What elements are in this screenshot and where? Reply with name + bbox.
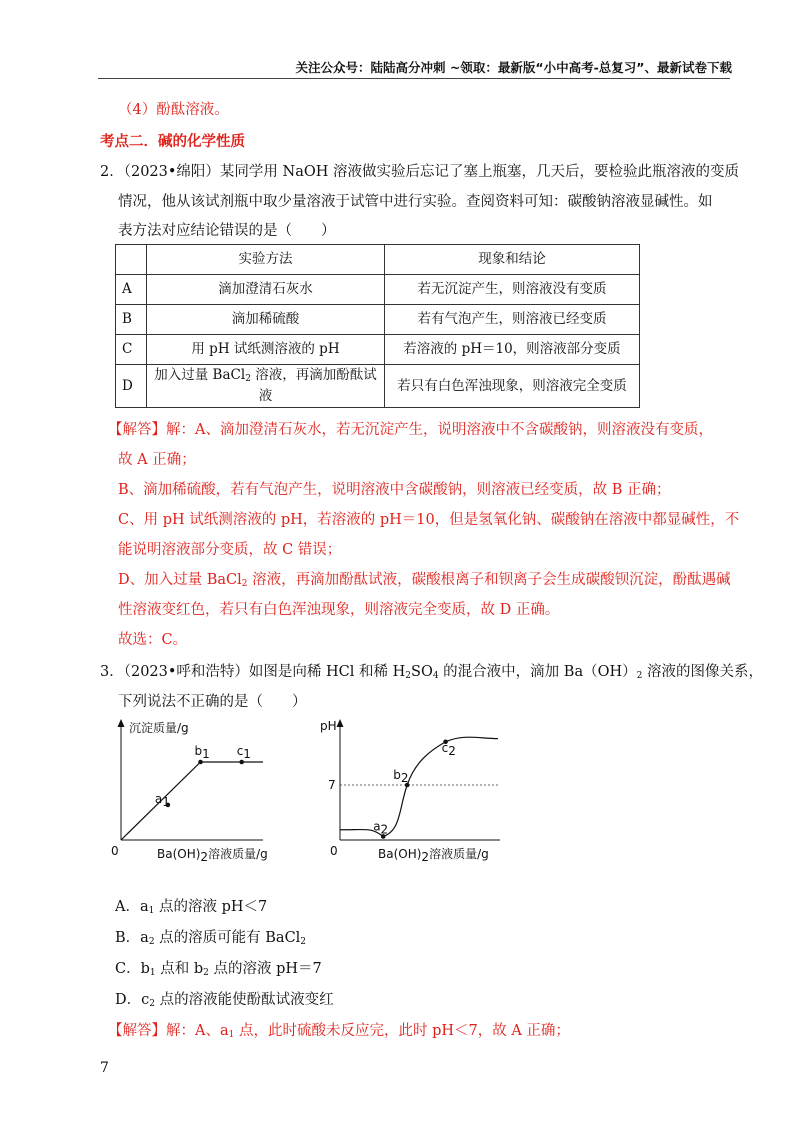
answer-line: 性溶液变红色，若只有白色浑浊现象，则溶液完全变质，故 D 正确。 (118, 602, 560, 618)
answer-line: C、用 pH 试纸测溶液的 pH，若溶液的 pH＝10，但是氢氧化钠、碳酸钠在溶液中都显碱性，不 (118, 512, 740, 528)
subscript: 2 (245, 374, 251, 384)
subscript: 2 (636, 671, 643, 681)
x-axis-label (157, 846, 268, 864)
table-header-row (116, 245, 640, 275)
subscript: 2 (241, 579, 248, 589)
x-label-text: Ba(OH) (157, 847, 201, 861)
row-method: 滴加稀硫酸 (147, 305, 385, 335)
subscript: 2 (148, 937, 155, 947)
option-a (115, 895, 267, 916)
point-b2-label (393, 768, 408, 785)
section-title: 考点二．碱的化学性质 (100, 133, 245, 150)
x-label-sub: 2 (421, 850, 430, 864)
q2-line-2: 情况，他从该试剂瓶中取少量溶液于试管中进行实验。查阅资料可知：碳酸钠溶液显碱性。如 (118, 194, 713, 210)
q2-line-3: 表方法对应结论错误的是（ ） (118, 223, 336, 239)
option-b (115, 926, 306, 947)
point-b1-letter: b (194, 744, 203, 758)
row-result: 若只有白色浑浊现象，则溶液完全变质 (385, 365, 640, 408)
q3-text: 溶液的图像关系， (642, 664, 763, 680)
option-text: 点的溶液 pH＝7 (208, 961, 322, 977)
option-text: 点的溶质可能有 BaCl (154, 930, 301, 946)
point-a1-label (155, 792, 170, 809)
subscript: 1 (149, 968, 156, 978)
table-row (116, 305, 640, 335)
option-c (115, 957, 322, 978)
x-label-text: 溶液质量/g (429, 847, 489, 861)
subscript: 2 (405, 671, 412, 681)
point-b2-subscript: 2 (400, 771, 409, 785)
answer-text: 【解答】解：A、a (108, 1023, 229, 1039)
y-axis-label: 沉淀质量/g (129, 721, 189, 735)
row-result: 若有气泡产生，则溶液已经变质 (385, 305, 640, 335)
header-rule (98, 78, 730, 79)
answer-text: 溶液，再滴加酚酞试液，碳酸根离子和钡离子会生成碳酸钡沉淀，酚酞遇碱 (247, 572, 731, 588)
point-b1-label (195, 744, 210, 761)
table-row (116, 275, 640, 305)
option-text: 点和 b (155, 961, 204, 977)
x-axis-label (378, 846, 489, 864)
answer-line: 【解答】解：A、滴加澄清石灰水，若无沉淀产生，说明溶液中不含碳酸钠，则溶液没有变质， (108, 422, 713, 438)
x-label-text: Ba(OH) (378, 847, 422, 861)
origin-label: 0 (111, 844, 119, 858)
option-text: B．a (115, 930, 149, 946)
page-header: 关注公众号：陆陆高分冲刺 ~领取：最新版“小中高考-总复习”、最新试卷下载 (295, 60, 732, 75)
row-method (147, 365, 385, 408)
q3-answer-line (108, 1019, 570, 1040)
point-a1-subscript: 1 (162, 794, 170, 809)
subscript: 2 (149, 999, 155, 1009)
point-b1-subscript: 1 (202, 747, 210, 761)
row-result: 若溶液的 pH＝10，则溶液部分变质 (385, 335, 640, 365)
subscript: 2 (300, 937, 307, 947)
y-axis-label: pH (320, 719, 337, 733)
method-text: 溶液，再滴加酚酞试液 (250, 367, 377, 404)
q3-line-1 (100, 660, 763, 681)
row-method: 用 pH 试纸测溶液的 pH (147, 335, 385, 365)
row-result: 若无沉淀产生，则溶液没有变质 (385, 275, 640, 305)
point-c2-letter: c (441, 740, 449, 755)
answer-line: 能说明溶液部分变质，故 C 错误； (118, 542, 342, 558)
x-label-sub: 2 (200, 850, 209, 864)
subscript: 1 (148, 906, 155, 916)
q2-line-1: 2．（2023•绵阳）某同学用 NaOH 溶液做实验后忘记了塞上瓶塞，几天后，要检验此瓶溶液的变质 (100, 164, 740, 180)
table-header-cell (116, 245, 147, 275)
page-number: 7 (100, 1060, 109, 1076)
table-header-cell: 实验方法 (147, 245, 385, 275)
table-row (116, 335, 640, 365)
answer-line: 故选：C。 (118, 632, 188, 648)
q3-text: 3．（2023•呼和浩特）如图是向稀 HCl 和稀 H (100, 664, 406, 680)
method-text: 加入过量 BaCl (154, 367, 246, 383)
option-text: C．b (115, 961, 150, 977)
option-text: A．a (115, 899, 149, 915)
point-c2-label (442, 741, 456, 758)
answer-line: B、滴加稀硫酸，若有气泡产生，说明溶液中含碳酸钠，则溶液已经变质，故 B 正确； (118, 482, 671, 498)
answer-text: 点，此时硫酸未反应完，此时 pH＜7，故 A 正确； (234, 1023, 570, 1039)
row-option: B (116, 305, 147, 335)
row-option: A (116, 275, 147, 305)
subscript: 1 (228, 1030, 235, 1040)
point-a2-subscript: 2 (380, 822, 389, 837)
option-text: 点的溶液能使酚酞试液变红 (154, 992, 334, 1008)
answer-text: D、加入过量 BaCl (118, 572, 242, 588)
point-b2-letter: b (393, 768, 401, 782)
table-header-cell: 现象和结论 (385, 245, 640, 275)
x-label-text: 溶液质量/g (208, 847, 268, 861)
experiment-table (115, 244, 640, 408)
y-axis-arrow (337, 719, 344, 727)
answer-line: 故 A 正确； (118, 452, 196, 468)
table-row (116, 365, 640, 408)
previous-answer-line: （4）酚酞溶液。 (118, 102, 229, 118)
ph7-tick-label: 7 (328, 778, 336, 792)
option-text: D．c (115, 992, 150, 1008)
subscript: 2 (203, 968, 209, 978)
point-c2-subscript: 2 (448, 743, 456, 758)
point-c1-label (237, 744, 251, 761)
row-option: C (116, 335, 147, 365)
ph-curve (340, 737, 498, 836)
origin-label: 0 (330, 844, 338, 858)
row-method: 滴加澄清石灰水 (147, 275, 385, 305)
answer-line (118, 568, 731, 589)
point-a2-letter: a (373, 819, 381, 834)
point-a2-label (373, 819, 388, 836)
y-axis-arrow (118, 719, 125, 727)
precipitate-curve (121, 762, 263, 840)
option-text: 点的溶液 pH＜7 (154, 899, 268, 915)
q3-line-2: 下列说法不正确的是（ ） (118, 694, 307, 710)
row-option: D (116, 365, 147, 408)
point-c1-subscript: 1 (243, 747, 251, 761)
option-d (115, 988, 334, 1009)
q3-text: SO (411, 664, 433, 680)
point-c1-letter: c (236, 744, 244, 758)
subscript: 4 (432, 671, 439, 681)
ph-chart (320, 712, 520, 867)
point-a1-letter: a (154, 791, 163, 806)
precipitate-chart (105, 715, 280, 865)
q3-text: 的混合液中，滴加 Ba（OH） (438, 664, 637, 680)
